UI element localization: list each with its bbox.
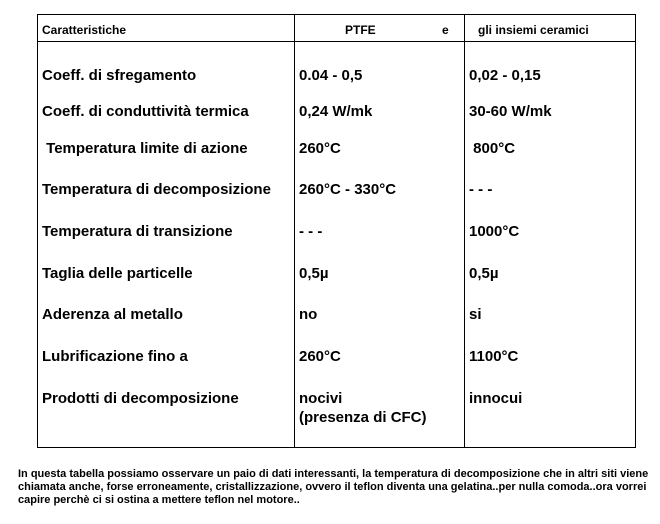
header-conjunction: e [442, 23, 449, 37]
header-characteristics: Caratteristiche [42, 23, 127, 37]
header-ptfe: PTFE [345, 23, 376, 37]
row-label: Temperatura di decomposizione [42, 181, 271, 198]
row-ptfe-value: - - - [299, 223, 323, 240]
column-divider-2 [464, 15, 465, 447]
row-label: Coeff. di conduttività termica [42, 103, 249, 120]
column-divider-1 [294, 15, 295, 447]
row-ptfe-value-extra: (presenza di CFC) [299, 409, 427, 426]
row-ptfe-value: 0.04 - 0,5 [299, 67, 363, 84]
row-ceramic-value: 800°C [469, 140, 516, 157]
row-label: Lubrificazione fino a [42, 348, 188, 365]
row-ptfe-value: 0,5µ [299, 265, 329, 282]
row-ceramic-value: 0,02 - 0,15 [469, 67, 541, 84]
row-ceramic-value: 1100°C [469, 348, 519, 365]
row-ceramic-value: 1000°C [469, 223, 520, 240]
row-label: Temperatura di transizione [42, 223, 233, 240]
row-label: Aderenza al metallo [42, 306, 183, 323]
row-ceramic-value: si [469, 306, 482, 323]
row-label: Taglia delle particelle [42, 265, 193, 282]
footnote-paragraph: In questa tabella possiamo osservare un paio di dati interessanti, la temperatura di decomposizione che in altri siti viene chiamata anche, forse erroneamente, cristallizzazione, ovvero il teflon diventa una gelatina..per nulla comoda..ora vorrei capire perchè ci si ostina a mettere teflon nel motore.. [18, 468, 649, 506]
row-ptfe-value: 260°C [299, 140, 341, 157]
row-ptfe-value: nocivi [299, 390, 343, 407]
row-label: Coeff. di sfregamento [42, 67, 197, 84]
row-ptfe-value: 260°C [299, 348, 341, 365]
comparison-table [37, 14, 636, 448]
row-ceramic-value: 0,5µ [469, 265, 499, 282]
row-ptfe-value: no [299, 306, 318, 323]
row-label: Temperatura limite di azione [42, 140, 248, 157]
header-divider [38, 41, 635, 42]
row-ceramic-value: - - - [469, 181, 493, 198]
row-label: Prodotti di decomposizione [42, 390, 239, 407]
row-ceramic-value: 30-60 W/mk [469, 103, 552, 120]
header-ceramics: gli insiemi ceramici [478, 23, 589, 37]
row-ceramic-value: innocui [469, 390, 523, 407]
row-ptfe-value: 260°C - 330°C [299, 181, 397, 198]
row-ptfe-value: 0,24 W/mk [299, 103, 373, 120]
